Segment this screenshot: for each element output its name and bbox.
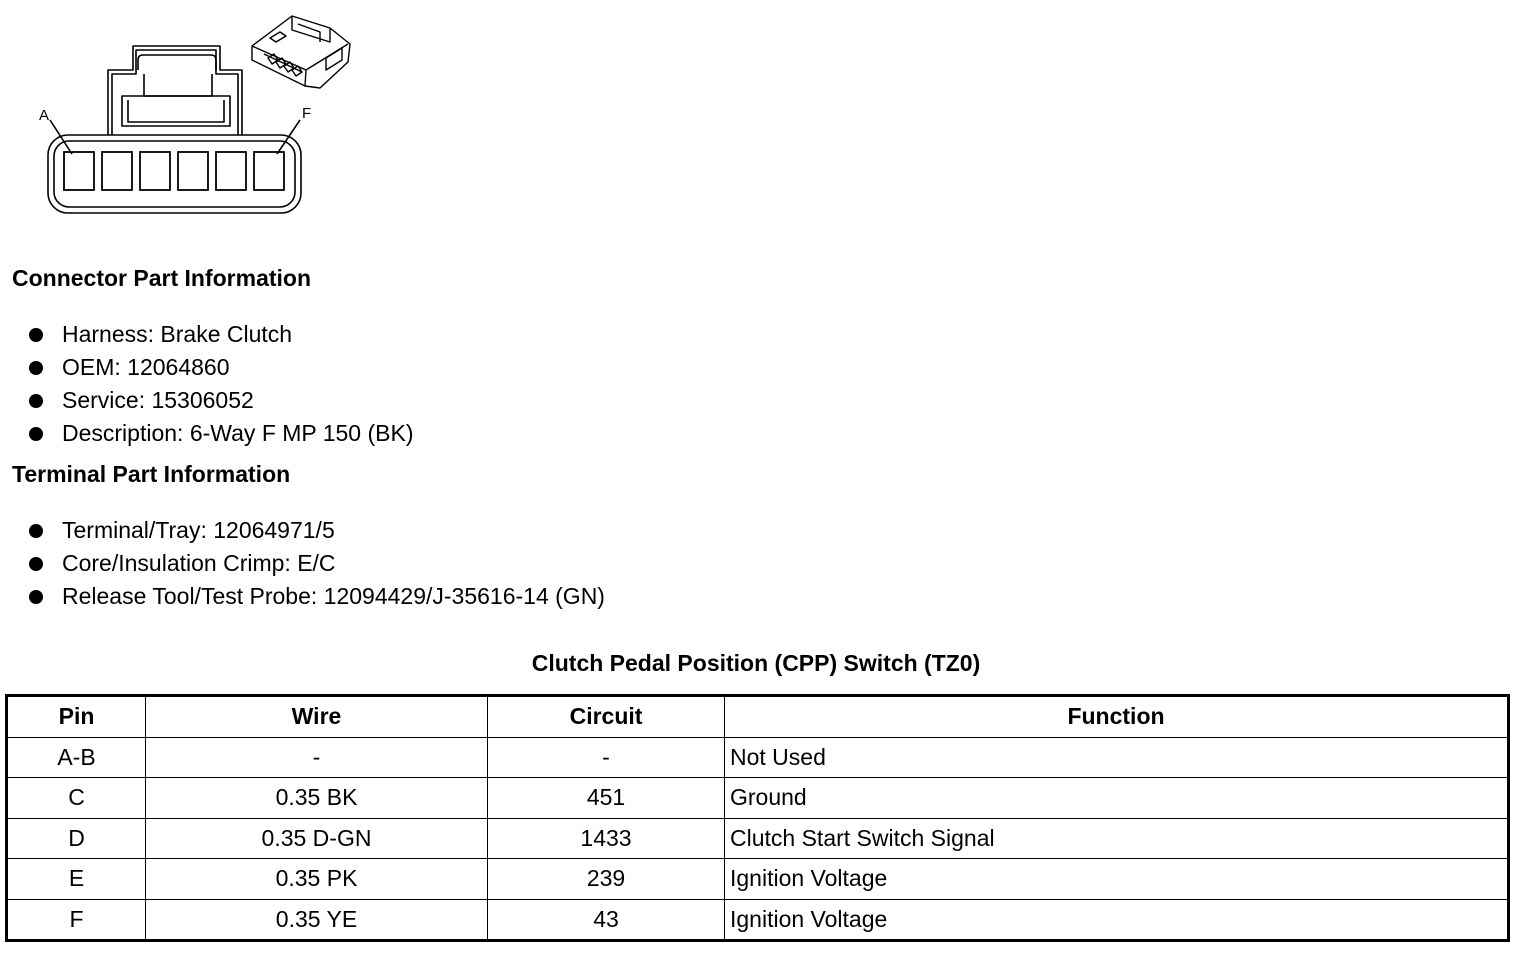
cell-circuit: 451 [488, 778, 725, 819]
table-title: Clutch Pedal Position (CPP) Switch (TZ0) [531, 650, 981, 676]
pin-cavity [216, 152, 246, 190]
cell-circuit: 1433 [488, 818, 725, 859]
pin-cavity [254, 152, 284, 190]
list-item-text: Harness: Brake Clutch [62, 321, 293, 347]
table-header-row [7, 696, 1509, 738]
cell-pin: D [7, 818, 146, 859]
bullet-icon [29, 361, 43, 375]
cell-wire: 0.35 PK [146, 859, 488, 900]
bullet-icon [29, 427, 43, 441]
cell-wire: 0.35 BK [146, 778, 488, 819]
connector-diagram [30, 8, 370, 223]
list-item-text: Core/Insulation Crimp: E/C [62, 550, 336, 576]
pin-cavity [102, 152, 132, 190]
connector-info-list [0, 318, 414, 450]
connector-info-heading: Connector Part Information [12, 265, 312, 291]
bullet-icon [29, 328, 43, 342]
table-row [7, 737, 1509, 778]
terminal-info-list [0, 514, 605, 613]
list-item-text: Release Tool/Test Probe: 12094429/J-35616-14 (GN) [62, 583, 605, 609]
table-row [7, 899, 1509, 941]
column-header-function: Function [725, 696, 1509, 738]
pin-cavity [178, 152, 208, 190]
column-header-wire: Wire [146, 696, 488, 738]
list-item [0, 580, 605, 613]
cell-function: Ignition Voltage [725, 899, 1509, 941]
list-item [0, 351, 414, 384]
cell-pin: A-B [7, 737, 146, 778]
cell-function: Ignition Voltage [725, 859, 1509, 900]
connector-iso-view [252, 16, 350, 88]
table-row [7, 778, 1509, 819]
cell-function: Ground [725, 778, 1509, 819]
list-item-text: OEM: 12064860 [62, 354, 230, 380]
cell-function: Not Used [725, 737, 1509, 778]
cell-pin: F [7, 899, 146, 941]
column-header-circuit: Circuit [488, 696, 725, 738]
list-item-text: Terminal/Tray: 12064971/5 [62, 517, 335, 543]
cell-circuit: 239 [488, 859, 725, 900]
list-item [0, 318, 414, 351]
cell-pin: C [7, 778, 146, 819]
cell-circuit: - [488, 737, 725, 778]
connector-body [48, 135, 301, 213]
list-item-text: Service: 15306052 [62, 387, 254, 413]
list-item [0, 547, 605, 580]
bullet-icon [29, 557, 43, 571]
list-item [0, 417, 414, 450]
bullet-icon [29, 590, 43, 604]
cell-wire: 0.35 YE [146, 899, 488, 941]
list-item [0, 514, 605, 547]
list-item [0, 384, 414, 417]
pin-label-first: A [39, 107, 50, 124]
column-header-pin: Pin [7, 696, 146, 738]
pin-cavity [64, 152, 94, 190]
cell-wire: 0.35 D-GN [146, 818, 488, 859]
pin-label-last: F [302, 105, 312, 122]
cell-pin: E [7, 859, 146, 900]
list-item-text: Description: 6-Way F MP 150 (BK) [62, 420, 414, 446]
pinout-table [5, 694, 1510, 942]
pin-cavity [140, 152, 170, 190]
bullet-icon [29, 394, 43, 408]
cell-circuit: 43 [488, 899, 725, 941]
table-row [7, 818, 1509, 859]
cell-wire: - [146, 737, 488, 778]
bullet-icon [29, 524, 43, 538]
terminal-info-heading: Terminal Part Information [12, 461, 291, 487]
cell-function: Clutch Start Switch Signal [725, 818, 1509, 859]
table-row [7, 859, 1509, 900]
